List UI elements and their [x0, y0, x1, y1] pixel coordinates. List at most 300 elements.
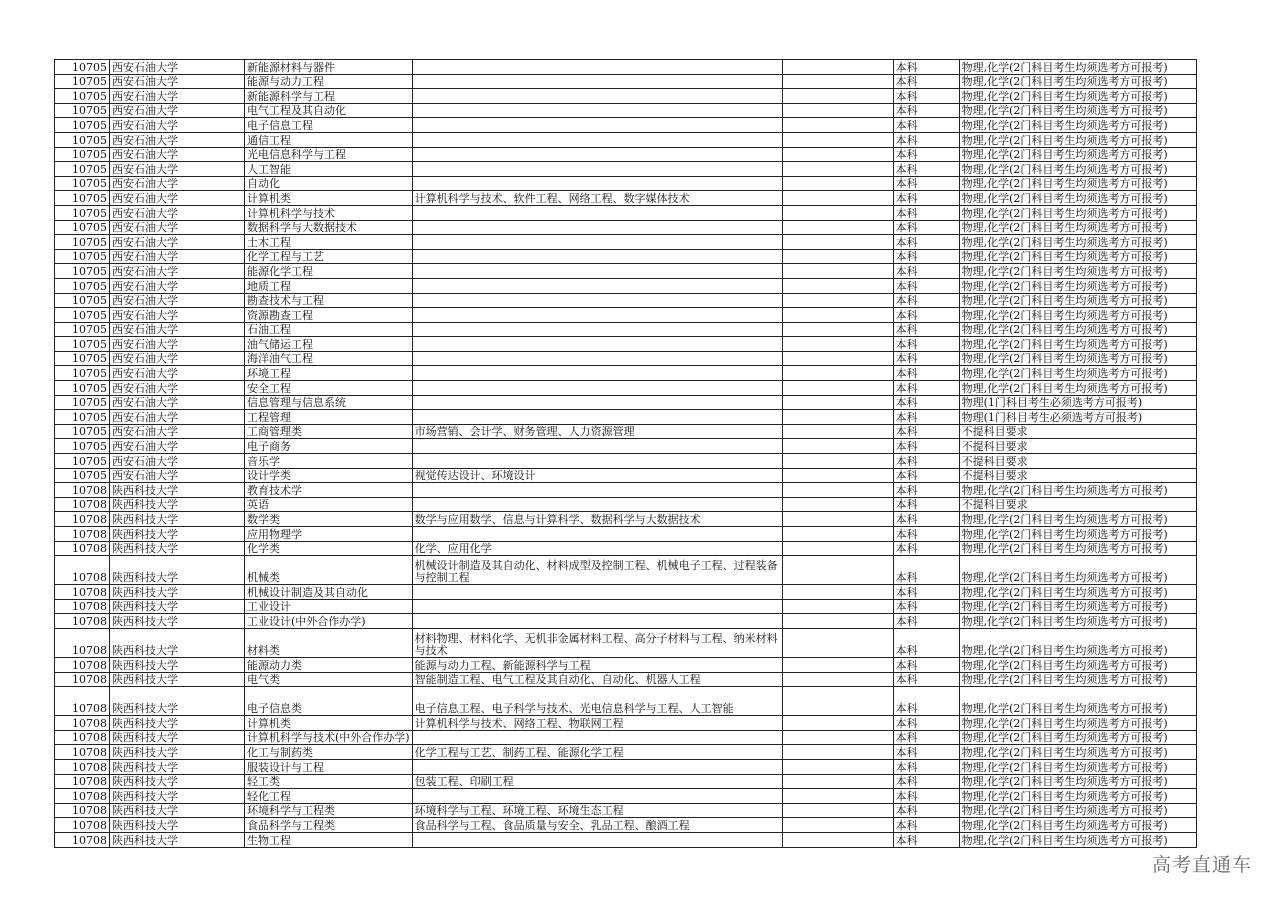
level-cell: 本科 — [893, 832, 959, 847]
included-majors-cell — [412, 454, 782, 469]
table-row — [55, 687, 1197, 716]
empty-cell — [782, 745, 893, 760]
school-code-cell: 10708 — [55, 730, 110, 745]
empty-cell — [782, 585, 893, 600]
table-row — [55, 614, 1197, 629]
major-name-cell: 光电信息科学与工程 — [245, 147, 413, 162]
table-row — [55, 205, 1197, 220]
level-cell: 本科 — [893, 454, 959, 469]
major-name-cell: 化学工程与工艺 — [245, 249, 413, 264]
level-cell: 本科 — [893, 337, 959, 352]
included-majors-cell — [412, 483, 782, 498]
major-name-cell: 油气储运工程 — [245, 337, 413, 352]
major-name-cell: 电子信息工程 — [245, 118, 413, 133]
school-name-cell: 陕西科技大学 — [110, 672, 245, 687]
school-name-cell: 西安石油大学 — [110, 74, 245, 89]
school-name-cell: 陕西科技大学 — [110, 556, 245, 585]
subject-requirement-cell: 物理,化学(2门科目考生均须选考方可报考) — [959, 759, 1196, 774]
subject-requirement-cell: 物理,化学(2门科目考生均须选考方可报考) — [959, 803, 1196, 818]
table-row — [55, 454, 1197, 469]
major-name-cell: 电子信息类 — [245, 687, 413, 716]
empty-cell — [782, 249, 893, 264]
table-row — [55, 468, 1197, 483]
table-row — [55, 118, 1197, 133]
major-name-cell: 环境工程 — [245, 366, 413, 381]
table-row — [55, 176, 1197, 191]
school-code-cell: 10708 — [55, 759, 110, 774]
table-row — [55, 716, 1197, 731]
empty-cell — [782, 89, 893, 104]
table-row — [55, 599, 1197, 614]
table-row — [55, 278, 1197, 293]
included-majors-cell — [412, 103, 782, 118]
school-name-cell: 陕西科技大学 — [110, 628, 245, 657]
included-majors-cell — [412, 205, 782, 220]
major-name-cell: 能源化学工程 — [245, 264, 413, 279]
included-majors-cell — [412, 730, 782, 745]
subject-requirement-cell: 物理,化学(2门科目考生均须选考方可报考) — [959, 89, 1196, 104]
level-cell: 本科 — [893, 614, 959, 629]
included-majors-cell: 包装工程、印刷工程 — [412, 774, 782, 789]
subject-requirement-cell: 物理,化学(2门科目考生均须选考方可报考) — [959, 687, 1196, 716]
empty-cell — [782, 366, 893, 381]
table-row — [55, 351, 1197, 366]
empty-cell — [782, 687, 893, 716]
school-name-cell: 陕西科技大学 — [110, 745, 245, 760]
included-majors-cell: 食品科学与工程、食品质量与安全、乳品工程、酿酒工程 — [412, 818, 782, 833]
empty-cell — [782, 162, 893, 177]
major-name-cell: 工业设计 — [245, 599, 413, 614]
subject-requirement-cell: 不提科目要求 — [959, 424, 1196, 439]
school-name-cell: 西安石油大学 — [110, 249, 245, 264]
empty-cell — [782, 541, 893, 556]
level-cell: 本科 — [893, 191, 959, 206]
empty-cell — [782, 410, 893, 425]
school-name-cell: 西安石油大学 — [110, 103, 245, 118]
table-row — [55, 832, 1197, 847]
included-majors-cell: 电子信息工程、电子科学与技术、光电信息科学与工程、人工智能 — [412, 687, 782, 716]
major-name-cell: 自动化 — [245, 176, 413, 191]
level-cell: 本科 — [893, 308, 959, 323]
school-code-cell: 10705 — [55, 249, 110, 264]
subject-requirement-cell: 物理,化学(2门科目考生均须选考方可报考) — [959, 337, 1196, 352]
school-code-cell: 10708 — [55, 585, 110, 600]
major-name-cell: 地质工程 — [245, 278, 413, 293]
school-code-cell: 10705 — [55, 147, 110, 162]
table-row — [55, 439, 1197, 454]
level-cell: 本科 — [893, 672, 959, 687]
table-row — [55, 235, 1197, 250]
subject-requirement-cell: 物理,化学(2门科目考生均须选考方可报考) — [959, 249, 1196, 264]
school-code-cell: 10705 — [55, 468, 110, 483]
school-code-cell: 10705 — [55, 60, 110, 75]
empty-cell — [782, 483, 893, 498]
empty-cell — [782, 614, 893, 629]
school-name-cell: 陕西科技大学 — [110, 657, 245, 672]
level-cell: 本科 — [893, 249, 959, 264]
level-cell: 本科 — [893, 818, 959, 833]
subject-requirement-cell: 物理,化学(2门科目考生均须选考方可报考) — [959, 322, 1196, 337]
subject-requirement-cell: 物理,化学(2门科目考生均须选考方可报考) — [959, 366, 1196, 381]
subject-requirement-cell: 物理(1门科目考生必须选考方可报考) — [959, 410, 1196, 425]
subject-requirement-cell: 物理,化学(2门科目考生均须选考方可报考) — [959, 118, 1196, 133]
included-majors-cell — [412, 264, 782, 279]
level-cell: 本科 — [893, 716, 959, 731]
included-majors-cell — [412, 832, 782, 847]
level-cell: 本科 — [893, 118, 959, 133]
school-name-cell: 西安石油大学 — [110, 424, 245, 439]
included-majors-cell: 能源与动力工程、新能源科学与工程 — [412, 657, 782, 672]
school-code-cell: 10708 — [55, 527, 110, 542]
school-name-cell: 陕西科技大学 — [110, 614, 245, 629]
included-majors-cell — [412, 395, 782, 410]
major-name-cell: 勘查技术与工程 — [245, 293, 413, 308]
empty-cell — [782, 527, 893, 542]
school-code-cell: 10708 — [55, 657, 110, 672]
table-row — [55, 483, 1197, 498]
included-majors-cell — [412, 60, 782, 75]
included-majors-cell — [412, 759, 782, 774]
school-code-cell: 10705 — [55, 293, 110, 308]
school-code-cell: 10708 — [55, 483, 110, 498]
level-cell: 本科 — [893, 759, 959, 774]
table-row — [55, 162, 1197, 177]
included-majors-cell — [412, 366, 782, 381]
level-cell: 本科 — [893, 132, 959, 147]
level-cell: 本科 — [893, 483, 959, 498]
school-code-cell: 10705 — [55, 366, 110, 381]
school-code-cell: 10708 — [55, 774, 110, 789]
level-cell: 本科 — [893, 774, 959, 789]
subject-requirement-cell: 物理,化学(2门科目考生均须选考方可报考) — [959, 351, 1196, 366]
school-code-cell: 10705 — [55, 337, 110, 352]
subject-requirement-cell: 物理,化学(2门科目考生均须选考方可报考) — [959, 162, 1196, 177]
major-name-cell: 工程管理 — [245, 410, 413, 425]
major-name-cell: 食品科学与工程类 — [245, 818, 413, 833]
school-code-cell: 10705 — [55, 439, 110, 454]
major-name-cell: 通信工程 — [245, 132, 413, 147]
subject-requirement-cell: 物理,化学(2门科目考生均须选考方可报考) — [959, 789, 1196, 804]
included-majors-cell — [412, 308, 782, 323]
major-name-cell: 计算机科学与技术 — [245, 205, 413, 220]
empty-cell — [782, 118, 893, 133]
school-name-cell: 西安石油大学 — [110, 147, 245, 162]
included-majors-cell: 智能制造工程、电气工程及其自动化、自动化、机器人工程 — [412, 672, 782, 687]
subject-requirement-cell: 不提科目要求 — [959, 439, 1196, 454]
empty-cell — [782, 628, 893, 657]
table-row — [55, 527, 1197, 542]
school-name-cell: 西安石油大学 — [110, 132, 245, 147]
level-cell: 本科 — [893, 147, 959, 162]
included-majors-cell: 数学与应用数学、信息与计算科学、数据科学与大数据技术 — [412, 512, 782, 527]
empty-cell — [782, 351, 893, 366]
table-row — [55, 337, 1197, 352]
subject-requirement-cell: 物理,化学(2门科目考生均须选考方可报考) — [959, 599, 1196, 614]
empty-cell — [782, 191, 893, 206]
level-cell: 本科 — [893, 730, 959, 745]
table-row — [55, 147, 1197, 162]
school-code-cell: 10705 — [55, 162, 110, 177]
major-name-cell: 工商管理类 — [245, 424, 413, 439]
included-majors-cell — [412, 89, 782, 104]
school-name-cell: 陕西科技大学 — [110, 599, 245, 614]
included-majors-cell — [412, 337, 782, 352]
level-cell: 本科 — [893, 628, 959, 657]
included-majors-cell — [412, 599, 782, 614]
level-cell: 本科 — [893, 89, 959, 104]
level-cell: 本科 — [893, 424, 959, 439]
subject-requirement-cell: 物理,化学(2门科目考生均须选考方可报考) — [959, 628, 1196, 657]
level-cell: 本科 — [893, 162, 959, 177]
school-code-cell: 10708 — [55, 497, 110, 512]
school-code-cell: 10705 — [55, 74, 110, 89]
included-majors-cell — [412, 497, 782, 512]
subject-requirement-cell: 物理,化学(2门科目考生均须选考方可报考) — [959, 235, 1196, 250]
included-majors-cell — [412, 439, 782, 454]
school-name-cell: 西安石油大学 — [110, 308, 245, 323]
included-majors-cell — [412, 322, 782, 337]
included-majors-cell — [412, 293, 782, 308]
table-row — [55, 60, 1197, 75]
level-cell: 本科 — [893, 264, 959, 279]
level-cell: 本科 — [893, 366, 959, 381]
school-code-cell: 10708 — [55, 832, 110, 847]
school-code-cell: 10708 — [55, 556, 110, 585]
major-name-cell: 化工与制药类 — [245, 745, 413, 760]
subject-requirement-cell: 物理,化学(2门科目考生均须选考方可报考) — [959, 585, 1196, 600]
school-code-cell: 10705 — [55, 220, 110, 235]
table-row — [55, 628, 1197, 657]
school-name-cell: 西安石油大学 — [110, 293, 245, 308]
major-name-cell: 新能源科学与工程 — [245, 89, 413, 104]
table-row — [55, 89, 1197, 104]
included-majors-cell: 市场营销、会计学、财务管理、人力资源管理 — [412, 424, 782, 439]
table-row — [55, 322, 1197, 337]
school-code-cell: 10708 — [55, 614, 110, 629]
admission-table — [54, 59, 1197, 848]
major-name-cell: 设计学类 — [245, 468, 413, 483]
level-cell: 本科 — [893, 468, 959, 483]
empty-cell — [782, 730, 893, 745]
school-code-cell: 10705 — [55, 381, 110, 396]
included-majors-cell — [412, 235, 782, 250]
table-row — [55, 556, 1197, 585]
subject-requirement-cell: 物理,化学(2门科目考生均须选考方可报考) — [959, 672, 1196, 687]
table-row — [55, 730, 1197, 745]
table-row — [55, 395, 1197, 410]
major-name-cell: 安全工程 — [245, 381, 413, 396]
school-name-cell: 西安石油大学 — [110, 395, 245, 410]
empty-cell — [782, 322, 893, 337]
major-name-cell: 工业设计(中外合作办学) — [245, 614, 413, 629]
major-name-cell: 电子商务 — [245, 439, 413, 454]
subject-requirement-cell: 物理,化学(2门科目考生均须选考方可报考) — [959, 614, 1196, 629]
empty-cell — [782, 395, 893, 410]
subject-requirement-cell: 物理,化学(2门科目考生均须选考方可报考) — [959, 132, 1196, 147]
level-cell: 本科 — [893, 497, 959, 512]
included-majors-cell — [412, 132, 782, 147]
level-cell: 本科 — [893, 657, 959, 672]
included-majors-cell — [412, 162, 782, 177]
level-cell: 本科 — [893, 687, 959, 716]
school-code-cell: 10708 — [55, 628, 110, 657]
level-cell: 本科 — [893, 235, 959, 250]
school-name-cell: 陕西科技大学 — [110, 730, 245, 745]
empty-cell — [782, 468, 893, 483]
subject-requirement-cell: 物理,化学(2门科目考生均须选考方可报考) — [959, 541, 1196, 556]
empty-cell — [782, 60, 893, 75]
empty-cell — [782, 381, 893, 396]
level-cell: 本科 — [893, 322, 959, 337]
included-majors-cell — [412, 410, 782, 425]
school-code-cell: 10708 — [55, 716, 110, 731]
empty-cell — [782, 74, 893, 89]
school-code-cell: 10705 — [55, 191, 110, 206]
major-name-cell: 材料类 — [245, 628, 413, 657]
school-name-cell: 陕西科技大学 — [110, 512, 245, 527]
school-name-cell: 西安石油大学 — [110, 264, 245, 279]
school-code-cell: 10705 — [55, 322, 110, 337]
empty-cell — [782, 818, 893, 833]
included-majors-cell — [412, 118, 782, 133]
subject-requirement-cell: 物理,化学(2门科目考生均须选考方可报考) — [959, 527, 1196, 542]
table-row — [55, 745, 1197, 760]
included-majors-cell — [412, 249, 782, 264]
empty-cell — [782, 205, 893, 220]
table-row — [55, 818, 1197, 833]
school-name-cell: 西安石油大学 — [110, 235, 245, 250]
school-code-cell: 10708 — [55, 745, 110, 760]
level-cell: 本科 — [893, 541, 959, 556]
school-code-cell: 10705 — [55, 118, 110, 133]
school-code-cell: 10708 — [55, 512, 110, 527]
school-name-cell: 西安石油大学 — [110, 191, 245, 206]
school-code-cell: 10705 — [55, 308, 110, 323]
empty-cell — [782, 176, 893, 191]
major-name-cell: 计算机类 — [245, 716, 413, 731]
school-name-cell: 陕西科技大学 — [110, 759, 245, 774]
school-name-cell: 西安石油大学 — [110, 278, 245, 293]
subject-requirement-cell: 物理,化学(2门科目考生均须选考方可报考) — [959, 657, 1196, 672]
included-majors-cell: 化学、应用化学 — [412, 541, 782, 556]
level-cell: 本科 — [893, 395, 959, 410]
table-row — [55, 249, 1197, 264]
empty-cell — [782, 235, 893, 250]
major-name-cell: 计算机类 — [245, 191, 413, 206]
school-code-cell: 10705 — [55, 278, 110, 293]
level-cell: 本科 — [893, 599, 959, 614]
subject-requirement-cell: 不提科目要求 — [959, 454, 1196, 469]
major-name-cell: 服装设计与工程 — [245, 759, 413, 774]
school-code-cell: 10708 — [55, 789, 110, 804]
level-cell: 本科 — [893, 556, 959, 585]
empty-cell — [782, 337, 893, 352]
subject-requirement-cell: 物理,化学(2门科目考生均须选考方可报考) — [959, 205, 1196, 220]
subject-requirement-cell: 物理,化学(2门科目考生均须选考方可报考) — [959, 278, 1196, 293]
level-cell: 本科 — [893, 585, 959, 600]
school-name-cell: 西安石油大学 — [110, 118, 245, 133]
empty-cell — [782, 278, 893, 293]
included-majors-cell: 视觉传达设计、环境设计 — [412, 468, 782, 483]
watermark: 高考直通车 — [1151, 854, 1252, 876]
major-name-cell: 应用物理学 — [245, 527, 413, 542]
major-name-cell: 人工智能 — [245, 162, 413, 177]
empty-cell — [782, 424, 893, 439]
major-name-cell: 数学类 — [245, 512, 413, 527]
subject-requirement-cell: 物理,化学(2门科目考生均须选考方可报考) — [959, 483, 1196, 498]
empty-cell — [782, 264, 893, 279]
empty-cell — [782, 293, 893, 308]
empty-cell — [782, 832, 893, 847]
school-name-cell: 西安石油大学 — [110, 381, 245, 396]
major-name-cell: 新能源材料与器件 — [245, 60, 413, 75]
major-name-cell: 土木工程 — [245, 235, 413, 250]
school-name-cell: 西安石油大学 — [110, 351, 245, 366]
major-name-cell: 英语 — [245, 497, 413, 512]
included-majors-cell — [412, 278, 782, 293]
level-cell: 本科 — [893, 527, 959, 542]
school-code-cell: 10705 — [55, 424, 110, 439]
included-majors-cell — [412, 351, 782, 366]
school-name-cell: 陕西科技大学 — [110, 832, 245, 847]
school-code-cell: 10705 — [55, 395, 110, 410]
subject-requirement-cell: 物理,化学(2门科目考生均须选考方可报考) — [959, 103, 1196, 118]
school-code-cell: 10708 — [55, 687, 110, 716]
school-code-cell: 10705 — [55, 103, 110, 118]
level-cell: 本科 — [893, 74, 959, 89]
major-name-cell: 机械设计制造及其自动化 — [245, 585, 413, 600]
subject-requirement-cell: 物理(1门科目考生必须选考方可报考) — [959, 395, 1196, 410]
table-row — [55, 410, 1197, 425]
subject-requirement-cell: 物理,化学(2门科目考生均须选考方可报考) — [959, 191, 1196, 206]
school-name-cell: 西安石油大学 — [110, 454, 245, 469]
subject-requirement-cell: 物理,化学(2门科目考生均须选考方可报考) — [959, 716, 1196, 731]
table-row — [55, 191, 1197, 206]
major-name-cell: 资源勘查工程 — [245, 308, 413, 323]
school-name-cell: 西安石油大学 — [110, 366, 245, 381]
school-name-cell: 西安石油大学 — [110, 60, 245, 75]
included-majors-cell — [412, 789, 782, 804]
major-name-cell: 轻化工程 — [245, 789, 413, 804]
empty-cell — [782, 220, 893, 235]
school-name-cell: 西安石油大学 — [110, 89, 245, 104]
included-majors-cell: 化学工程与工艺、制药工程、能源化学工程 — [412, 745, 782, 760]
school-name-cell: 陕西科技大学 — [110, 716, 245, 731]
subject-requirement-cell: 物理,化学(2门科目考生均须选考方可报考) — [959, 774, 1196, 789]
school-name-cell: 陕西科技大学 — [110, 789, 245, 804]
subject-requirement-cell: 物理,化学(2门科目考生均须选考方可报考) — [959, 512, 1196, 527]
subject-requirement-cell: 物理,化学(2门科目考生均须选考方可报考) — [959, 60, 1196, 75]
level-cell: 本科 — [893, 205, 959, 220]
major-name-cell: 石油工程 — [245, 322, 413, 337]
included-majors-cell — [412, 220, 782, 235]
table-row — [55, 541, 1197, 556]
subject-requirement-cell: 物理,化学(2门科目考生均须选考方可报考) — [959, 293, 1196, 308]
included-majors-cell: 计算机科学与技术、网络工程、物联网工程 — [412, 716, 782, 731]
school-code-cell: 10708 — [55, 672, 110, 687]
school-name-cell: 西安石油大学 — [110, 220, 245, 235]
major-name-cell: 机械类 — [245, 556, 413, 585]
table-row — [55, 381, 1197, 396]
school-code-cell: 10708 — [55, 803, 110, 818]
school-code-cell: 10705 — [55, 89, 110, 104]
subject-requirement-cell: 物理,化学(2门科目考生均须选考方可报考) — [959, 176, 1196, 191]
level-cell: 本科 — [893, 278, 959, 293]
subject-requirement-cell: 物理,化学(2门科目考生均须选考方可报考) — [959, 381, 1196, 396]
table-row — [55, 293, 1197, 308]
empty-cell — [782, 132, 893, 147]
subject-requirement-cell: 物理,化学(2门科目考生均须选考方可报考) — [959, 832, 1196, 847]
